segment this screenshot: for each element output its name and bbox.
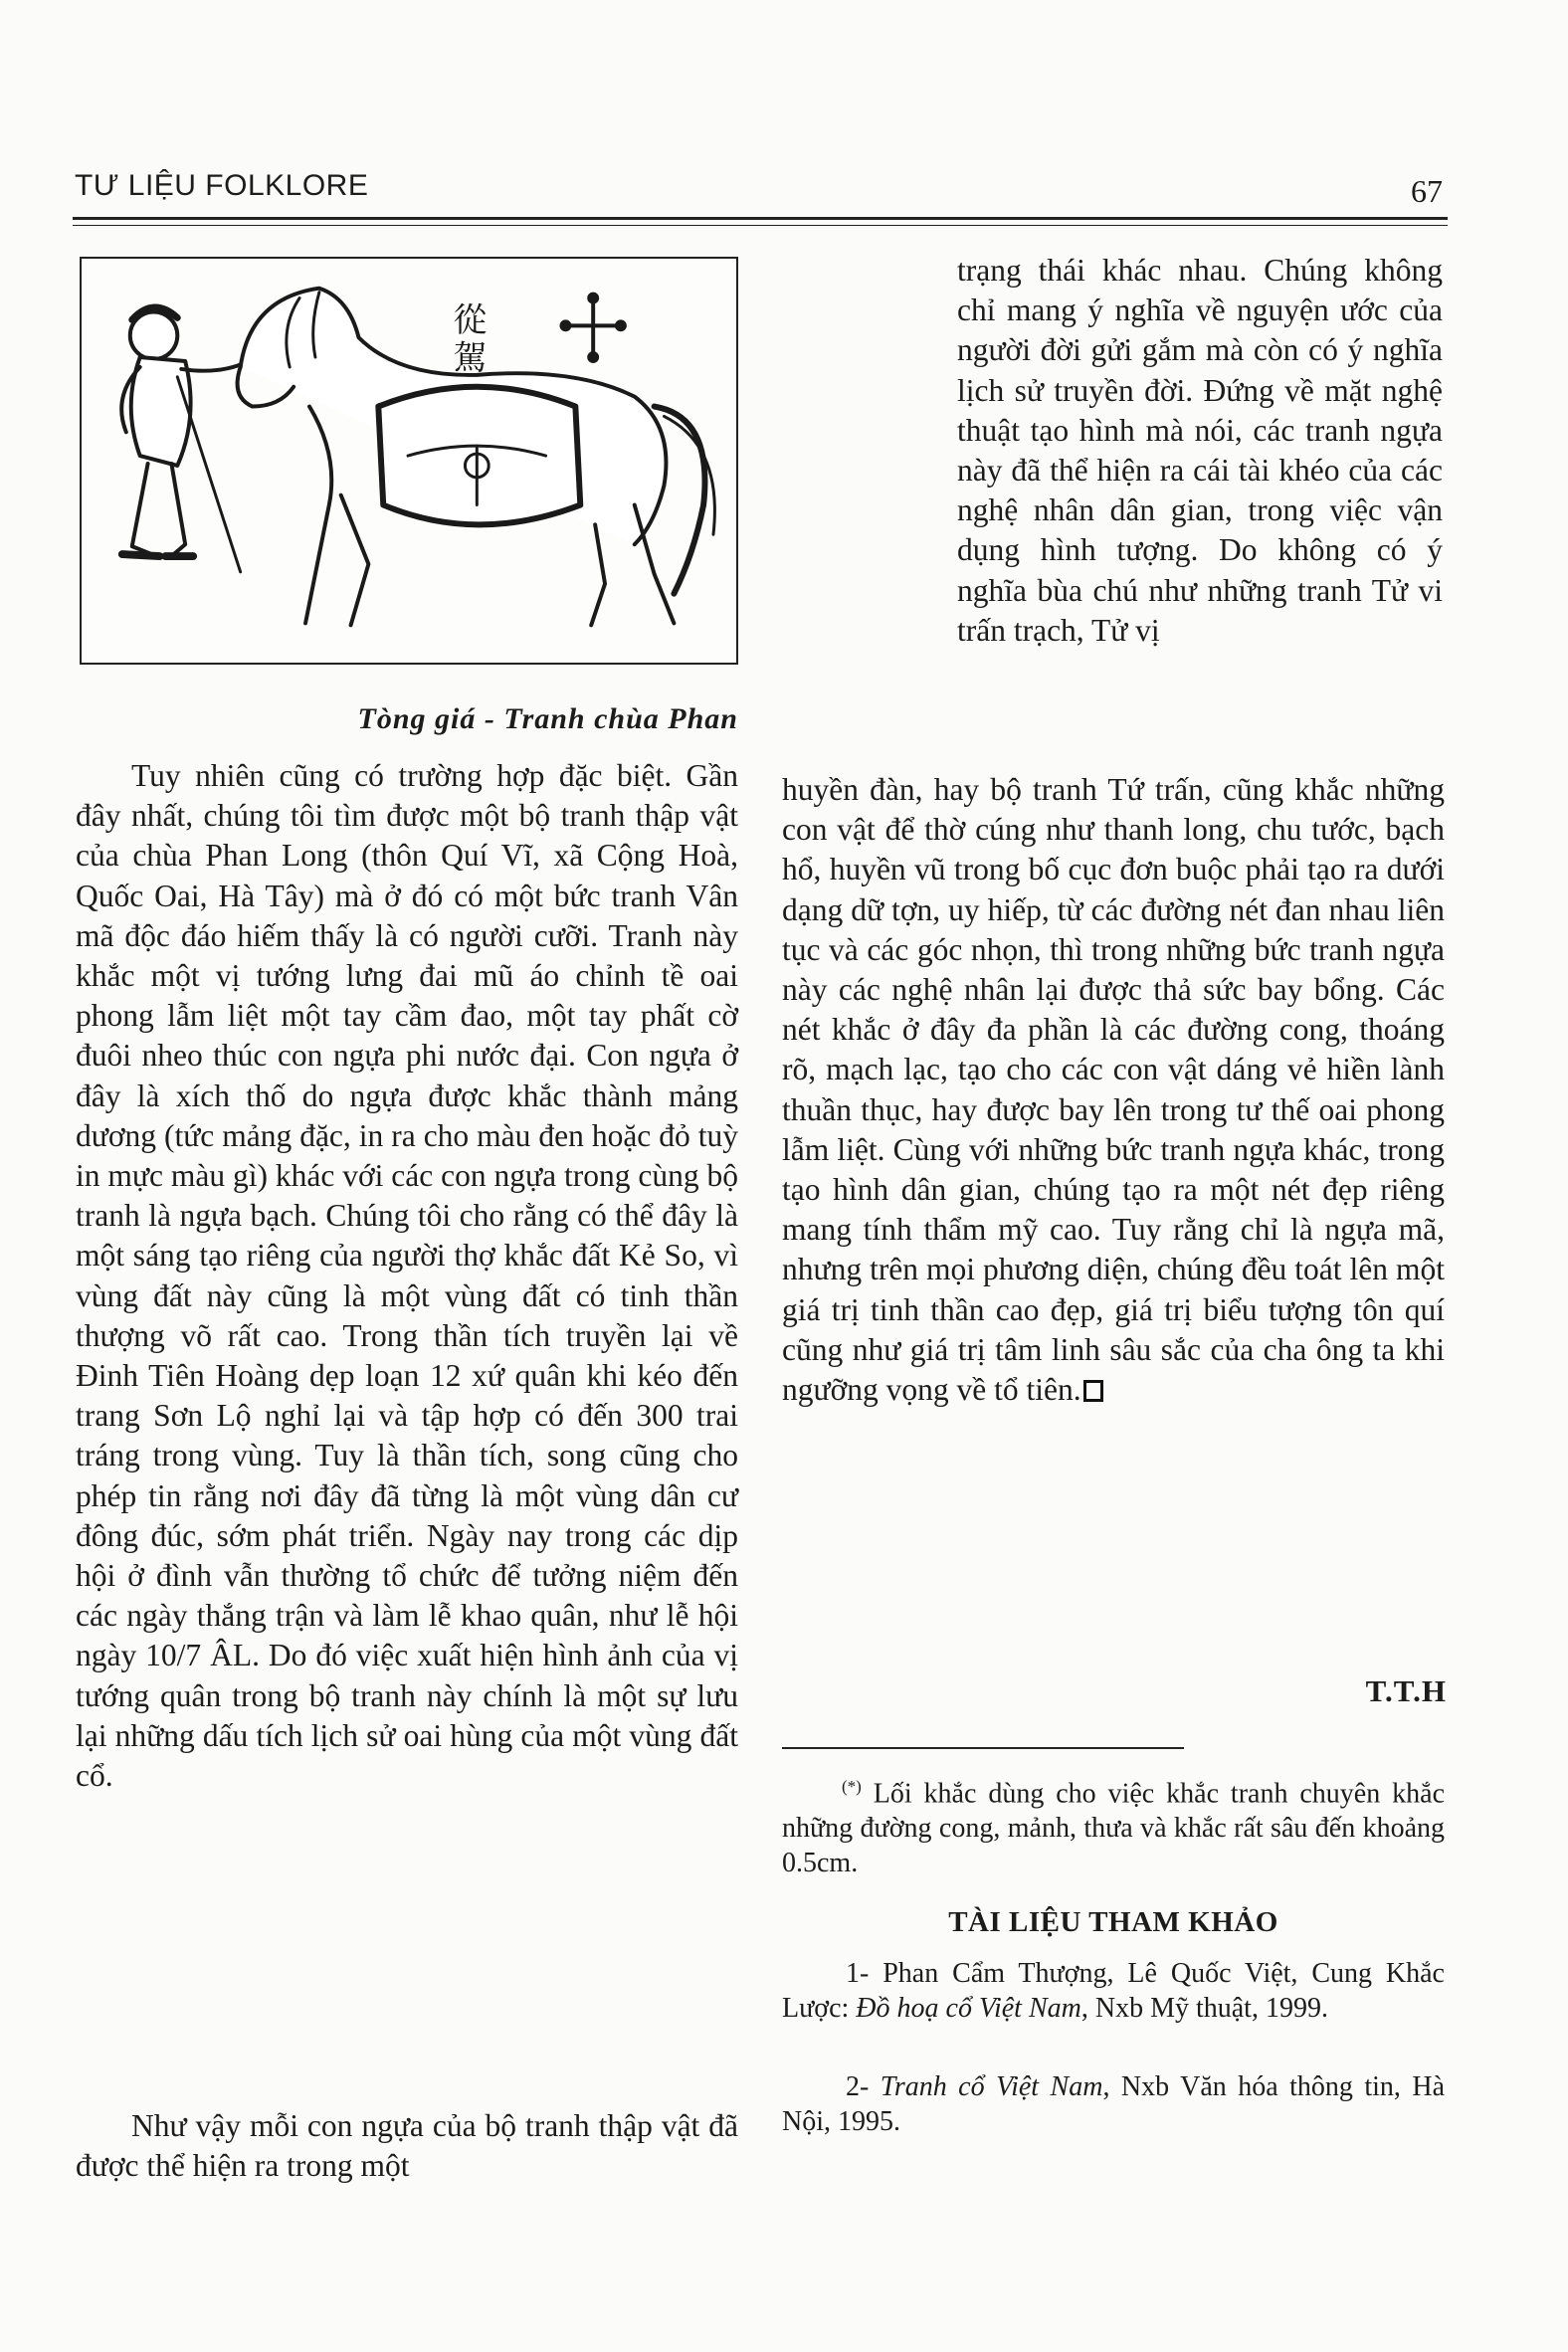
page-number: 67 xyxy=(1411,173,1443,209)
reference-1-authors: 1- Phan Cẩm Thượng, Lê Quốc Việt, Cung Khắc Lược: xyxy=(782,1958,1445,2024)
reference-2-title: Tranh cổ Việt Nam xyxy=(880,2071,1103,2102)
woodblock-illustration xyxy=(80,257,738,665)
reference-1-title: Đồ hoạ cổ Việt Nam xyxy=(856,1993,1081,2024)
running-header: TƯ LIỆU FOLKLORE xyxy=(75,169,369,202)
figure-caption: Tòng giá - Tranh chùa Phan xyxy=(357,702,738,735)
left-paragraph-2: Như vậy mỗi con ngựa của bộ tranh thập vật đã được thể hiện ra trong một xyxy=(76,2108,738,2184)
reference-2-number: 2- xyxy=(846,2071,881,2102)
right-column-top-paragraph: trạng thái khác nhau. Chúng không chỉ mang ý nghĩa về nguyện ước của người đời gửi gắm mà còn có ý nghĩa lịch sử truyền đời. Đứng về mặt nghệ thuật tạo hình mà nói, các tranh ngựa này đã thể hiện ra cái tài khéo của các nghệ nhân dân gian, trong việc vận dụng hình tượng. Do không có ý nghĩa bùa chú như những tranh Tử vi trấn trạch, Tử vị xyxy=(957,253,1443,648)
figure-inscription: 從駕 xyxy=(447,301,487,377)
footnote-text: Lối khắc dùng cho việc khắc tranh chuyên khắc những đường cong, mảnh, thưa và khắc rất sâu đến khoảng 0.5cm. xyxy=(782,1778,1445,1879)
reference-item-2 xyxy=(782,2069,1445,2139)
end-of-article-mark xyxy=(1083,1380,1103,1402)
references-heading: TÀI LIỆU THAM KHẢO xyxy=(948,1906,1278,1938)
footnote-rule xyxy=(782,1747,1184,1749)
horse-and-man-drawing xyxy=(82,259,736,663)
footnote-marker: (*) xyxy=(842,1777,862,1796)
header-rule-thin xyxy=(73,225,1448,226)
left-paragraph-1: Tuy nhiên cũng có trường hợp đặc biệt. Gần đây nhất, chúng tôi tìm được một bộ tranh thập vật của chùa Phan Long (thôn Quí Vĩ, xã Cộng Hoà, Quốc Oai, Hà Tây) mà ở đó có một bức tranh Vân mã độc đáo hiếm thấy là có người cưỡi. Tranh này khắc một vị tướng lưng đai mũ áo chỉnh tề oai phong lẫm liệt một tay cầm đao, một tay phất cờ đuôi nheo thúc con ngựa phi nước đại. Con ngựa ở đây là xích thố do ngựa được khắc thành mảng dương (tức mảng đặc, in ra cho màu đen hoặc đỏ tuỳ in mực màu gì) khác với các con ngựa trong cùng bộ tranh là ngựa bạch. Chúng tôi cho rằng có thể đây là một sáng tạo riêng của người thợ khắc đất Kẻ So, vì vùng đất này cũng là một vùng đất có tinh thần thượng võ rất cao. Trong thần tích truyền lại về Đinh Tiên Hoàng dẹp loạn 12 xứ quân khi kéo đến trang Sơn Lộ nghỉ lại và tập hợp có đến 300 trai tráng trong vùng. Tuy là thần tích, song cũng cho phép tin rằng nơi đây đã từng là một vùng dân cư đông đúc, sớm phát triển. Ngày nay trong các dịp hội ở đình vẫn thường tổ chức để tưởng niệm đến các ngày thắng trận và làm lễ khao quân, như lễ hội ngày 10/7 ÂL. Do đó việc xuất hiện hình ảnh của vị tướng quân trong bộ tranh này chính là một sự lưu lại những dấu tích lịch sử oai hùng của một vùng đất cổ. xyxy=(76,758,738,1794)
author-signature: T.T.H xyxy=(1365,1673,1447,1708)
header-rule xyxy=(73,217,1448,220)
reference-item-1 xyxy=(782,1956,1445,2026)
reference-1-publisher: , Nxb Mỹ thuật, 1999. xyxy=(1080,1993,1328,2024)
right-column-body-paragraph xyxy=(782,770,1445,1410)
footnote xyxy=(782,1769,1445,1880)
right-body-text: huyền đàn, hay bộ tranh Tứ trấn, cũng khắc những con vật để thờ cúng như thanh long, chu tước, bạch hổ, huyền vũ trong bố cục đơn buộc phải tạo ra dưới dạng dữ tợn, uy hiếp, từ các đường nét đan nhau liên tục và các góc nhọn, thì trong những bức tranh ngựa này các nghệ nhân lại được thả sức bay bổng. Các nét khắc ở đây đa phần là các đường cong, thoáng rõ, mạch lạc, tạo cho các con vật dáng vẻ hiền lành thuần thục, hay được bay lên trong tư thế oai phong lẫm liệt. Cùng với những bức tranh ngựa khác, trong tạo hình dân gian, chúng tạo ra một nét đẹp riêng mang tính thẩm mỹ cao. Tuy rằng chỉ là ngựa mã, nhưng trên mọi phương diện, chúng đều toát lên một giá trị tinh thần cao đẹp, giá trị biểu tượng tôn quí cũng như giá trị tâm linh sâu sắc của cha ông ta khi ngưỡng vọng về tổ tiên. xyxy=(782,772,1445,1408)
reference-2-publisher: , Nxb Văn hóa thông tin, Hà Nội, 1995. xyxy=(782,2071,1446,2137)
